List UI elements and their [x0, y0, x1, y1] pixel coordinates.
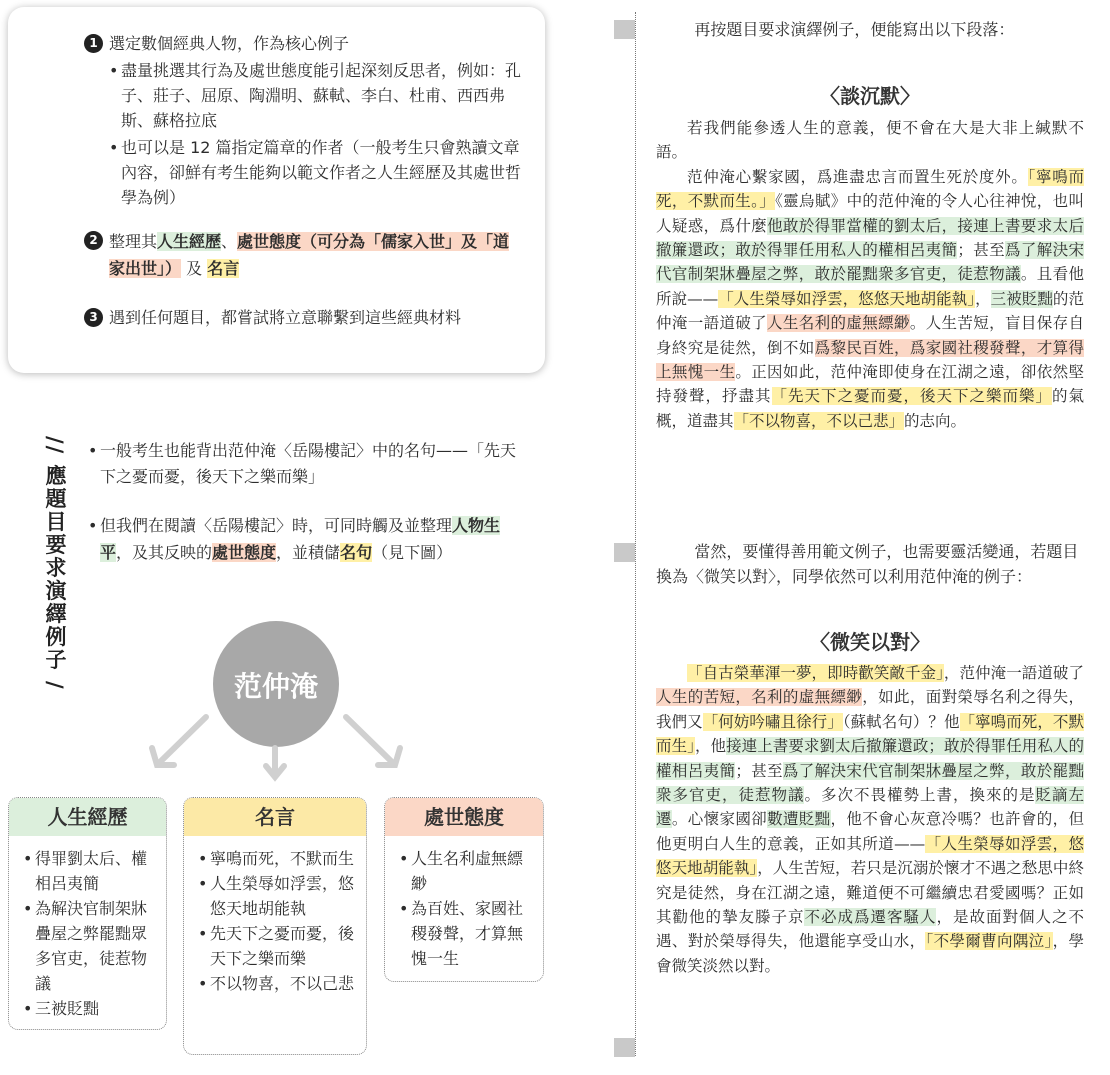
keyword-life-experience: 人生經歷: [157, 232, 222, 251]
step-number-2: 2: [84, 231, 103, 250]
step-2-separator: 、: [221, 232, 238, 251]
highlight-quote: 「先天下之憂而憂，後天下之樂而樂」: [771, 387, 1052, 406]
highlight-experience: 他敢於得罪當權的劉太后，接連上書要求太后撤簾還政；敢於得罪任用私人的權相呂夷簡: [656, 216, 1084, 260]
text-run: ，他不會心灰意冷嗎？也許會的，但他更明白人生的意義，正如其所道——: [656, 810, 1084, 853]
step-1-text: 選定數個經典人物，作為核心例子: [109, 34, 350, 53]
highlight-experience: 貶謫左遷: [656, 786, 1084, 829]
highlight-experience: 三被貶黜: [990, 289, 1053, 308]
keyword-attitude-2: 處世態度: [212, 543, 277, 562]
text-run: ，是故面對個人之不遇、對於榮辱得失，他還能享受山水，: [656, 908, 1084, 951]
highlight-attitude: 人生的苦短，名利的虛無縹緲: [656, 688, 863, 707]
text-run: ；甚至: [957, 241, 1006, 260]
highlight-quote: 「自古榮華渾一夢，即時歡笑敵千金」: [687, 664, 944, 682]
text-run: ，: [975, 289, 991, 308]
list-item: • 不以物喜，不以己悲: [198, 971, 358, 996]
text-run: ，他: [694, 737, 727, 756]
section2-text-d: （見下圖）: [372, 543, 453, 562]
divider-marker: [614, 20, 635, 39]
step-2-and: 及: [186, 259, 203, 278]
highlight-quote: 「人生榮辱如浮雲，悠悠天地胡能執」: [656, 834, 1084, 878]
box-famous-quotes: [183, 797, 367, 1055]
text-run: 。人生苦短，盲目保存自身終究是徒然，倒不如: [656, 314, 1084, 357]
section2-text-c: ，並積儲: [276, 543, 341, 562]
text-run: 。正因如此，范仲淹即使身在江湖之遠，卻依然堅持發聲，抒盡其: [656, 363, 1084, 406]
text-run: 。且看他所說——: [656, 265, 1084, 308]
diagram-arrows: [0, 0, 560, 800]
section2-text-b: ，及其反映的: [116, 543, 213, 562]
text-run: （蘇軾名句）？他: [842, 712, 960, 731]
highlight-experience: 數遭貶黜: [767, 810, 831, 829]
text-run: ；甚至: [735, 761, 783, 780]
essay-silence: [656, 116, 1084, 433]
step-1-bullet-2: • 也可以是 12 篇指定篇章的作者（一般考生只會熟讀文章內容，卻鮮有考生能夠以範文作者之人生經歷及其處世哲學為例）: [109, 135, 524, 210]
divider-marker: [614, 1038, 635, 1057]
list-item: • 為解決官制架牀疊屋之弊罷黜眾多官吏，徒惹物議: [23, 896, 158, 996]
intro-paragraph-1: 再按題目要求演繹例子，便能寫出以下段落：: [694, 20, 1015, 39]
box-famous-quotes-title: 名言: [184, 798, 366, 836]
text-run: 的范仲淹一語道破了: [656, 289, 1084, 333]
highlight-quote: 「何妨吟嘯且徐行」: [702, 712, 843, 731]
essay-smile: [656, 661, 1084, 978]
step-3-text: 遇到任何題目，都嘗試將立意聯繫到這些經典材料: [109, 308, 462, 327]
text-run: ，如此，面對榮辱名利之得失，我們又: [656, 688, 1084, 731]
text-run: 《靈烏賦》中的范仲淹的令人心往神悅，也叫人疑惑，爲什麼: [656, 192, 1084, 235]
box-attitude-title: 處世態度: [385, 798, 543, 836]
essay-silence-p1: 若我們能參透人生的意義，便不會在大是大非上緘默不語。: [656, 119, 1084, 162]
text-run: 范仲淹心繫家國，爲進盡忠言而置生死於度外。: [687, 167, 1028, 186]
section2-text-a: 但我們在閱讀〈岳陽樓記〉時，可同時觸及並整理: [100, 516, 453, 535]
section2-bullet-1-text: • 一般考生也能背出范仲淹〈岳陽樓記〉中的名句——「先天下之憂而憂，後天下之樂而樂」: [88, 438, 516, 490]
highlight-experience: 爲了解決宋代官制架牀疊屋之弊，敢於罷黜衆多官吏，徒惹物議: [656, 241, 1084, 284]
box-life-experience: [8, 797, 167, 1030]
highlight-quote: 「人生榮辱如浮雲，悠悠天地胡能執」: [718, 289, 976, 308]
divider-marker: [614, 543, 635, 562]
list-item: • 得罪劉太后、權相呂夷簡: [23, 846, 158, 896]
highlight-experience: 接連上書要求劉太后撤簾還政；敢於得罪任用私人的權相呂夷簡: [656, 737, 1084, 780]
essay-title-silence: 〈談沉默〉: [820, 84, 920, 108]
step-2-prefix: 整理其: [109, 232, 158, 251]
text-run: ，人生苦短，若只是沉溺於懷才不遇之愁思中終究是徒然，身在江湖之遠，難道便不可繼續忠君愛國嗎？正如其勸他的摯友滕子京: [656, 859, 1084, 927]
highlight-attitude: 爲黎民百姓，爲家國社稷發聲，才算得上無愧一生: [656, 338, 1084, 382]
section-title-application: // 應題目要求演繹例子 /: [43, 436, 68, 691]
text-run: 的志向。: [904, 411, 967, 430]
highlight-attitude: 人生名利的虛無縹緲: [767, 314, 910, 333]
arrow-right: [346, 717, 391, 761]
text-run: ，范仲淹一語道破了: [943, 664, 1084, 682]
step-number-1: 1: [84, 34, 103, 53]
keyword-biography: 人物生平: [100, 516, 501, 562]
keyword-quotes: 名言: [207, 259, 240, 278]
text-run: ，學會微笑淡然以對。: [656, 932, 1084, 975]
highlight-experience: 不必成爲遷客騷人: [804, 908, 937, 927]
intro-paragraph-2: 當然，要懂得善用範文例子，也需要靈活變通，若題目換為〈微笑以對〉，同學依然可以利用范仲淹的例子：: [656, 542, 1079, 586]
list-item: • 寧鳴而死，不默而生: [198, 846, 358, 871]
highlight-quote: 「寧鳴而死，不默而生。」: [656, 167, 1084, 211]
center-node-label: 范仲淹: [233, 670, 318, 703]
list-item: • 為百姓、家國社稷發聲，才算無愧一生: [399, 896, 535, 971]
step-1-bullet-1: • 盡量挑選其行為及處世態度能引起深刻反思者，例如：孔子、莊子、屈原、陶淵明、蘇軾、李白、杜甫、西西弗斯、蘇格拉底: [109, 58, 524, 133]
list-item: • 先天下之憂而憂，後天下之樂而樂: [198, 921, 358, 971]
text-run: 的氣概，道盡其: [656, 387, 1084, 430]
keyword-famous-lines: 名句: [340, 543, 373, 562]
column-divider: [635, 12, 636, 1056]
list-item: • 人生榮辱如浮雲，悠悠天地胡能執: [198, 871, 358, 921]
box-attitude: [384, 797, 544, 982]
essay-smile-p1: [656, 661, 1084, 978]
highlight-quote: 「不學爾曹向隅泣」: [925, 932, 1053, 951]
essay-title-smile: 〈微笑以對〉: [810, 630, 930, 654]
box-life-experience-title: 人生經歷: [9, 798, 166, 836]
highlight-quote: 「寧鳴而死，不默而生」: [656, 712, 1084, 756]
highlight-experience: 爲了解決宋代官制架牀疊屋之弊，敢於罷黜衆多官吏，徒惹物議: [656, 761, 1084, 805]
list-item: • 三被貶黜: [23, 996, 158, 1021]
text-run: 。心懷家國卻: [671, 810, 768, 829]
step-number-3: 3: [84, 308, 103, 327]
highlight-quote: 「不以物喜，不以己悲」: [733, 411, 905, 430]
essay-silence-p2: [656, 165, 1084, 433]
text-run: 。多次不畏權勢上書，換來的是: [804, 786, 1036, 805]
keyword-attitude: 處世態度（可分為「儒家入世」及「道家出世」）: [109, 232, 510, 278]
arrow-left: [161, 717, 206, 761]
list-item: • 人生名利虛無縹緲: [399, 846, 535, 896]
